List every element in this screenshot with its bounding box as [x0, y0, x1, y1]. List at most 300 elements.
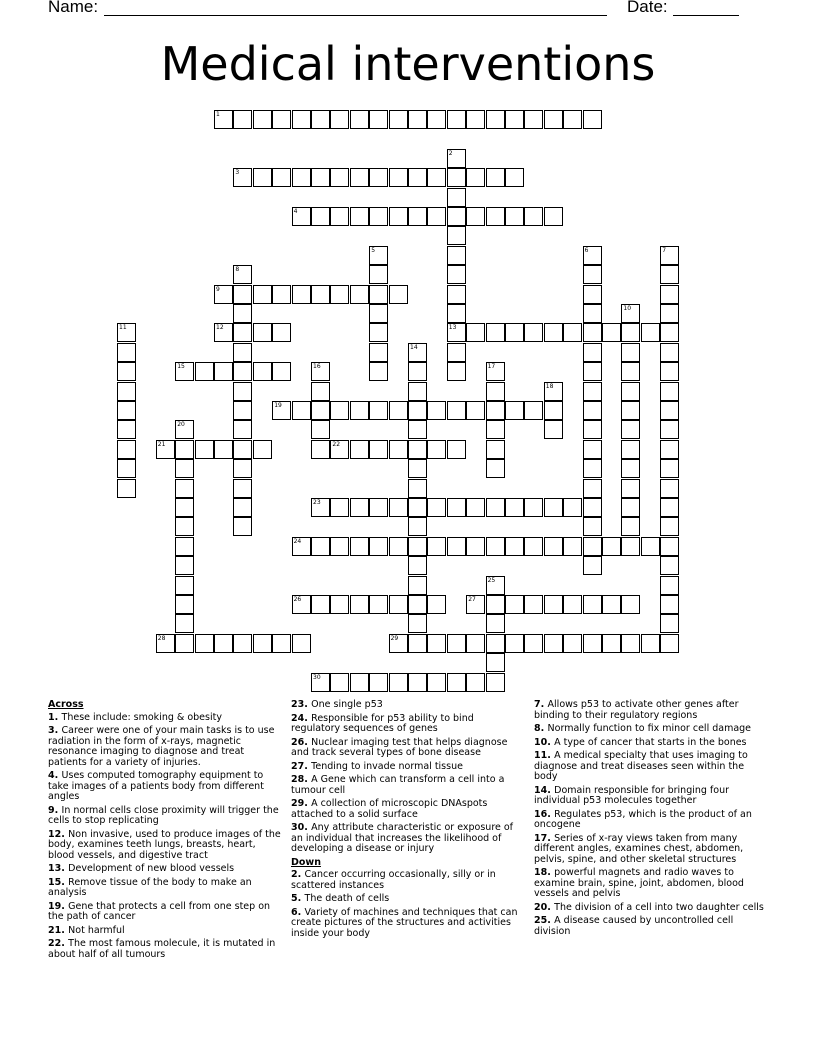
crossword-cell[interactable] — [156, 440, 175, 459]
crossword-cell[interactable] — [447, 304, 466, 323]
crossword-cell[interactable] — [330, 673, 349, 692]
crossword-cell[interactable] — [486, 614, 505, 633]
crossword-cell[interactable] — [311, 673, 330, 692]
crossword-cell[interactable] — [253, 168, 272, 187]
crossword-cell[interactable] — [175, 634, 194, 653]
crossword-cell[interactable] — [447, 362, 466, 381]
crossword-cell[interactable] — [408, 110, 427, 129]
crossword-cell[interactable] — [214, 440, 233, 459]
crossword-cell[interactable] — [233, 634, 252, 653]
crossword-cell[interactable] — [660, 440, 679, 459]
crossword-cell[interactable] — [389, 168, 408, 187]
crossword-cell[interactable] — [660, 614, 679, 633]
crossword-cell[interactable] — [447, 440, 466, 459]
crossword-cell[interactable] — [369, 362, 388, 381]
crossword-cell[interactable] — [175, 362, 194, 381]
crossword-cell[interactable] — [505, 323, 524, 342]
crossword-cell[interactable] — [175, 440, 194, 459]
crossword-cell[interactable] — [350, 285, 369, 304]
crossword-cell[interactable] — [233, 459, 252, 478]
crossword-cell[interactable] — [408, 517, 427, 536]
crossword-cell[interactable] — [621, 343, 640, 362]
crossword-cell[interactable] — [408, 382, 427, 401]
crossword-cell[interactable] — [369, 246, 388, 265]
crossword-cell[interactable] — [621, 323, 640, 342]
crossword-cell[interactable] — [408, 673, 427, 692]
crossword-cell[interactable] — [117, 382, 136, 401]
crossword-cell[interactable] — [408, 498, 427, 517]
crossword-cell[interactable] — [292, 401, 311, 420]
crossword-cell[interactable] — [427, 168, 446, 187]
crossword-cell[interactable] — [447, 188, 466, 207]
crossword-cell[interactable] — [486, 595, 505, 614]
crossword-cell[interactable] — [408, 420, 427, 439]
crossword-cell[interactable] — [544, 498, 563, 517]
crossword-cell[interactable] — [117, 401, 136, 420]
crossword-cell[interactable] — [466, 323, 485, 342]
crossword-cell[interactable] — [369, 168, 388, 187]
crossword-cell[interactable] — [427, 401, 446, 420]
crossword-cell[interactable] — [292, 634, 311, 653]
crossword-cell[interactable] — [408, 556, 427, 575]
crossword-cell[interactable] — [583, 537, 602, 556]
crossword-cell[interactable] — [156, 634, 175, 653]
crossword-cell[interactable] — [447, 207, 466, 226]
crossword-cell[interactable] — [486, 401, 505, 420]
crossword-cell[interactable] — [175, 498, 194, 517]
crossword-cell[interactable] — [447, 149, 466, 168]
crossword-cell[interactable] — [486, 459, 505, 478]
crossword-cell[interactable] — [272, 323, 291, 342]
crossword-cell[interactable] — [175, 517, 194, 536]
crossword-cell[interactable] — [621, 479, 640, 498]
crossword-cell[interactable] — [253, 285, 272, 304]
crossword-cell[interactable] — [583, 556, 602, 575]
crossword-cell[interactable] — [389, 595, 408, 614]
crossword-cell[interactable] — [524, 498, 543, 517]
crossword-cell[interactable] — [544, 110, 563, 129]
crossword-cell[interactable] — [117, 343, 136, 362]
crossword-cell[interactable] — [389, 110, 408, 129]
crossword-cell[interactable] — [292, 110, 311, 129]
crossword-cell[interactable] — [408, 362, 427, 381]
crossword-cell[interactable] — [486, 420, 505, 439]
crossword-cell[interactable] — [660, 401, 679, 420]
crossword-cell[interactable] — [272, 634, 291, 653]
crossword-cell[interactable] — [311, 420, 330, 439]
crossword-cell[interactable] — [175, 614, 194, 633]
crossword-cell[interactable] — [524, 110, 543, 129]
crossword-cell[interactable] — [369, 110, 388, 129]
crossword-cell[interactable] — [427, 537, 446, 556]
crossword-cell[interactable] — [214, 110, 233, 129]
crossword-cell[interactable] — [505, 110, 524, 129]
crossword-cell[interactable] — [253, 362, 272, 381]
crossword-cell[interactable] — [233, 517, 252, 536]
crossword-cell[interactable] — [292, 537, 311, 556]
crossword-cell[interactable] — [408, 537, 427, 556]
crossword-cell[interactable] — [524, 323, 543, 342]
crossword-cell[interactable] — [660, 634, 679, 653]
crossword-cell[interactable] — [447, 537, 466, 556]
crossword-cell[interactable] — [660, 265, 679, 284]
crossword-cell[interactable] — [292, 595, 311, 614]
crossword-cell[interactable] — [117, 479, 136, 498]
crossword-cell[interactable] — [621, 304, 640, 323]
crossword-cell[interactable] — [330, 285, 349, 304]
crossword-cell[interactable] — [544, 207, 563, 226]
crossword-cell[interactable] — [466, 595, 485, 614]
crossword-cell[interactable] — [563, 110, 582, 129]
crossword-cell[interactable] — [117, 362, 136, 381]
crossword-cell[interactable] — [233, 343, 252, 362]
crossword-cell[interactable] — [563, 323, 582, 342]
crossword-cell[interactable] — [486, 207, 505, 226]
crossword-cell[interactable] — [253, 110, 272, 129]
crossword-cell[interactable] — [369, 343, 388, 362]
crossword-cell[interactable] — [330, 168, 349, 187]
crossword-cell[interactable] — [583, 343, 602, 362]
crossword-cell[interactable] — [466, 673, 485, 692]
crossword-cell[interactable] — [524, 634, 543, 653]
crossword-cell[interactable] — [505, 634, 524, 653]
crossword-cell[interactable] — [389, 401, 408, 420]
crossword-cell[interactable] — [389, 498, 408, 517]
crossword-cell[interactable] — [369, 498, 388, 517]
crossword-cell[interactable] — [447, 498, 466, 517]
crossword-cell[interactable] — [389, 285, 408, 304]
crossword-cell[interactable] — [621, 440, 640, 459]
crossword-cell[interactable] — [486, 537, 505, 556]
crossword-cell[interactable] — [621, 459, 640, 478]
crossword-cell[interactable] — [505, 401, 524, 420]
crossword-cell[interactable] — [427, 673, 446, 692]
crossword-cell[interactable] — [350, 401, 369, 420]
crossword-cell[interactable] — [292, 207, 311, 226]
crossword-cell[interactable] — [505, 498, 524, 517]
crossword-cell[interactable] — [466, 634, 485, 653]
crossword-cell[interactable] — [175, 576, 194, 595]
crossword-cell[interactable] — [447, 265, 466, 284]
crossword-cell[interactable] — [214, 285, 233, 304]
crossword-cell[interactable] — [233, 304, 252, 323]
crossword-cell[interactable] — [660, 382, 679, 401]
crossword-cell[interactable] — [233, 401, 252, 420]
crossword-cell[interactable] — [447, 323, 466, 342]
crossword-cell[interactable] — [233, 362, 252, 381]
crossword-cell[interactable] — [583, 420, 602, 439]
crossword-cell[interactable] — [117, 440, 136, 459]
crossword-cell[interactable] — [233, 285, 252, 304]
crossword-cell[interactable] — [272, 110, 291, 129]
crossword-cell[interactable] — [195, 362, 214, 381]
crossword-cell[interactable] — [583, 517, 602, 536]
crossword-cell[interactable] — [583, 382, 602, 401]
crossword-cell[interactable] — [427, 207, 446, 226]
crossword-cell[interactable] — [214, 634, 233, 653]
crossword-cell[interactable] — [660, 285, 679, 304]
crossword-cell[interactable] — [350, 595, 369, 614]
crossword-cell[interactable] — [369, 537, 388, 556]
crossword-cell[interactable] — [427, 595, 446, 614]
crossword-cell[interactable] — [544, 634, 563, 653]
crossword-cell[interactable] — [602, 595, 621, 614]
crossword-cell[interactable] — [292, 285, 311, 304]
crossword-cell[interactable] — [233, 382, 252, 401]
crossword-cell[interactable] — [466, 401, 485, 420]
crossword-cell[interactable] — [486, 653, 505, 672]
crossword-cell[interactable] — [408, 479, 427, 498]
crossword-cell[interactable] — [583, 285, 602, 304]
crossword-cell[interactable] — [214, 323, 233, 342]
crossword-cell[interactable] — [447, 285, 466, 304]
crossword-cell[interactable] — [330, 110, 349, 129]
crossword-cell[interactable] — [660, 459, 679, 478]
crossword-cell[interactable] — [466, 537, 485, 556]
crossword-cell[interactable] — [117, 420, 136, 439]
crossword-cell[interactable] — [350, 110, 369, 129]
crossword-cell[interactable] — [486, 382, 505, 401]
crossword-cell[interactable] — [660, 537, 679, 556]
crossword-cell[interactable] — [311, 595, 330, 614]
crossword-cell[interactable] — [486, 323, 505, 342]
crossword-cell[interactable] — [117, 323, 136, 342]
crossword-cell[interactable] — [175, 479, 194, 498]
crossword-cell[interactable] — [621, 634, 640, 653]
crossword-cell[interactable] — [583, 479, 602, 498]
crossword-cell[interactable] — [524, 207, 543, 226]
crossword-cell[interactable] — [233, 265, 252, 284]
crossword-cell[interactable] — [408, 576, 427, 595]
crossword-cell[interactable] — [272, 168, 291, 187]
crossword-cell[interactable] — [660, 323, 679, 342]
crossword-cell[interactable] — [583, 459, 602, 478]
crossword-cell[interactable] — [486, 634, 505, 653]
crossword-cell[interactable] — [330, 401, 349, 420]
crossword-cell[interactable] — [505, 537, 524, 556]
crossword-cell[interactable] — [175, 459, 194, 478]
crossword-cell[interactable] — [330, 440, 349, 459]
crossword-cell[interactable] — [330, 537, 349, 556]
crossword-cell[interactable] — [272, 362, 291, 381]
crossword-cell[interactable] — [486, 576, 505, 595]
crossword-cell[interactable] — [311, 110, 330, 129]
crossword-cell[interactable] — [486, 498, 505, 517]
crossword-cell[interactable] — [583, 304, 602, 323]
crossword-cell[interactable] — [175, 537, 194, 556]
crossword-cell[interactable] — [505, 168, 524, 187]
crossword-cell[interactable] — [660, 420, 679, 439]
crossword-cell[interactable] — [369, 285, 388, 304]
crossword-cell[interactable] — [583, 498, 602, 517]
crossword-cell[interactable] — [544, 323, 563, 342]
crossword-cell[interactable] — [621, 382, 640, 401]
crossword-cell[interactable] — [660, 362, 679, 381]
crossword-cell[interactable] — [447, 634, 466, 653]
crossword-cell[interactable] — [350, 440, 369, 459]
crossword-cell[interactable] — [486, 362, 505, 381]
crossword-cell[interactable] — [583, 265, 602, 284]
crossword-cell[interactable] — [563, 498, 582, 517]
crossword-cell[interactable] — [563, 634, 582, 653]
crossword-cell[interactable] — [369, 440, 388, 459]
crossword-cell[interactable] — [369, 207, 388, 226]
crossword-cell[interactable] — [524, 401, 543, 420]
crossword-cell[interactable] — [621, 420, 640, 439]
crossword-cell[interactable] — [486, 673, 505, 692]
crossword-cell[interactable] — [408, 634, 427, 653]
crossword-cell[interactable] — [486, 110, 505, 129]
crossword-cell[interactable] — [253, 634, 272, 653]
crossword-cell[interactable] — [563, 595, 582, 614]
crossword-cell[interactable] — [311, 401, 330, 420]
crossword-cell[interactable] — [389, 673, 408, 692]
crossword-cell[interactable] — [447, 110, 466, 129]
crossword-cell[interactable] — [466, 168, 485, 187]
crossword-cell[interactable] — [389, 634, 408, 653]
crossword-cell[interactable] — [117, 459, 136, 478]
crossword-cell[interactable] — [641, 537, 660, 556]
crossword-cell[interactable] — [486, 440, 505, 459]
crossword-cell[interactable] — [330, 498, 349, 517]
crossword-cell[interactable] — [621, 401, 640, 420]
crossword-cell[interactable] — [408, 401, 427, 420]
crossword-cell[interactable] — [660, 498, 679, 517]
crossword-cell[interactable] — [602, 537, 621, 556]
crossword-cell[interactable] — [369, 304, 388, 323]
crossword-cell[interactable] — [272, 401, 291, 420]
crossword-cell[interactable] — [583, 440, 602, 459]
crossword-cell[interactable] — [660, 556, 679, 575]
crossword-cell[interactable] — [175, 556, 194, 575]
crossword-cell[interactable] — [253, 323, 272, 342]
crossword-cell[interactable] — [175, 595, 194, 614]
crossword-cell[interactable] — [427, 634, 446, 653]
crossword-cell[interactable] — [544, 537, 563, 556]
crossword-cell[interactable] — [369, 323, 388, 342]
crossword-cell[interactable] — [311, 207, 330, 226]
crossword-cell[interactable] — [466, 207, 485, 226]
crossword-cell[interactable] — [544, 401, 563, 420]
crossword-cell[interactable] — [544, 382, 563, 401]
crossword-cell[interactable] — [369, 265, 388, 284]
crossword-cell[interactable] — [660, 479, 679, 498]
crossword-cell[interactable] — [233, 323, 252, 342]
crossword-cell[interactable] — [408, 440, 427, 459]
crossword-cell[interactable] — [660, 343, 679, 362]
crossword-cell[interactable] — [214, 362, 233, 381]
crossword-cell[interactable] — [641, 634, 660, 653]
crossword-cell[interactable] — [233, 420, 252, 439]
crossword-cell[interactable] — [447, 246, 466, 265]
crossword-cell[interactable] — [544, 420, 563, 439]
crossword-cell[interactable] — [311, 382, 330, 401]
crossword-cell[interactable] — [583, 401, 602, 420]
crossword-cell[interactable] — [311, 440, 330, 459]
crossword-cell[interactable] — [583, 362, 602, 381]
crossword-cell[interactable] — [408, 207, 427, 226]
crossword-cell[interactable] — [447, 168, 466, 187]
crossword-cell[interactable] — [544, 595, 563, 614]
crossword-cell[interactable] — [563, 537, 582, 556]
crossword-cell[interactable] — [408, 459, 427, 478]
crossword-cell[interactable] — [447, 401, 466, 420]
crossword-cell[interactable] — [408, 595, 427, 614]
crossword-cell[interactable] — [369, 401, 388, 420]
crossword-cell[interactable] — [233, 440, 252, 459]
crossword-cell[interactable] — [621, 595, 640, 614]
crossword-cell[interactable] — [408, 343, 427, 362]
crossword-cell[interactable] — [272, 285, 291, 304]
crossword-cell[interactable] — [621, 537, 640, 556]
crossword-cell[interactable] — [524, 595, 543, 614]
crossword-cell[interactable] — [292, 168, 311, 187]
crossword-cell[interactable] — [660, 576, 679, 595]
crossword-cell[interactable] — [330, 595, 349, 614]
crossword-cell[interactable] — [466, 110, 485, 129]
crossword-cell[interactable] — [621, 498, 640, 517]
crossword-cell[interactable] — [195, 634, 214, 653]
crossword-cell[interactable] — [583, 634, 602, 653]
crossword-cell[interactable] — [583, 323, 602, 342]
crossword-cell[interactable] — [505, 595, 524, 614]
crossword-cell[interactable] — [660, 304, 679, 323]
crossword-cell[interactable] — [427, 498, 446, 517]
crossword-cell[interactable] — [583, 110, 602, 129]
crossword-cell[interactable] — [408, 168, 427, 187]
crossword-cell[interactable] — [583, 595, 602, 614]
crossword-cell[interactable] — [233, 110, 252, 129]
crossword-cell[interactable] — [660, 246, 679, 265]
crossword-cell[interactable] — [486, 168, 505, 187]
crossword-cell[interactable] — [311, 498, 330, 517]
crossword-cell[interactable] — [330, 207, 349, 226]
crossword-cell[interactable] — [389, 440, 408, 459]
crossword-cell[interactable] — [660, 517, 679, 536]
crossword-cell[interactable] — [447, 673, 466, 692]
crossword-cell[interactable] — [602, 634, 621, 653]
crossword-cell[interactable] — [524, 537, 543, 556]
crossword-cell[interactable] — [505, 207, 524, 226]
crossword-cell[interactable] — [427, 110, 446, 129]
crossword-cell[interactable] — [350, 498, 369, 517]
crossword-cell[interactable] — [621, 362, 640, 381]
crossword-cell[interactable] — [660, 595, 679, 614]
crossword-cell[interactable] — [466, 498, 485, 517]
crossword-cell[interactable] — [389, 537, 408, 556]
crossword-cell[interactable] — [427, 440, 446, 459]
crossword-cell[interactable] — [350, 207, 369, 226]
crossword-cell[interactable] — [447, 343, 466, 362]
crossword-cell[interactable] — [233, 498, 252, 517]
crossword-cell[interactable] — [311, 168, 330, 187]
crossword-cell[interactable] — [621, 517, 640, 536]
crossword-cell[interactable] — [195, 440, 214, 459]
crossword-cell[interactable] — [253, 440, 272, 459]
crossword-cell[interactable] — [641, 323, 660, 342]
crossword-cell[interactable] — [233, 168, 252, 187]
crossword-cell[interactable] — [350, 537, 369, 556]
crossword-cell[interactable] — [350, 673, 369, 692]
crossword-cell[interactable] — [311, 285, 330, 304]
crossword-cell[interactable] — [602, 323, 621, 342]
crossword-cell[interactable] — [583, 246, 602, 265]
crossword-cell[interactable] — [369, 673, 388, 692]
crossword-cell[interactable] — [369, 595, 388, 614]
crossword-cell[interactable] — [447, 226, 466, 245]
crossword-cell[interactable] — [350, 168, 369, 187]
crossword-cell[interactable] — [175, 420, 194, 439]
